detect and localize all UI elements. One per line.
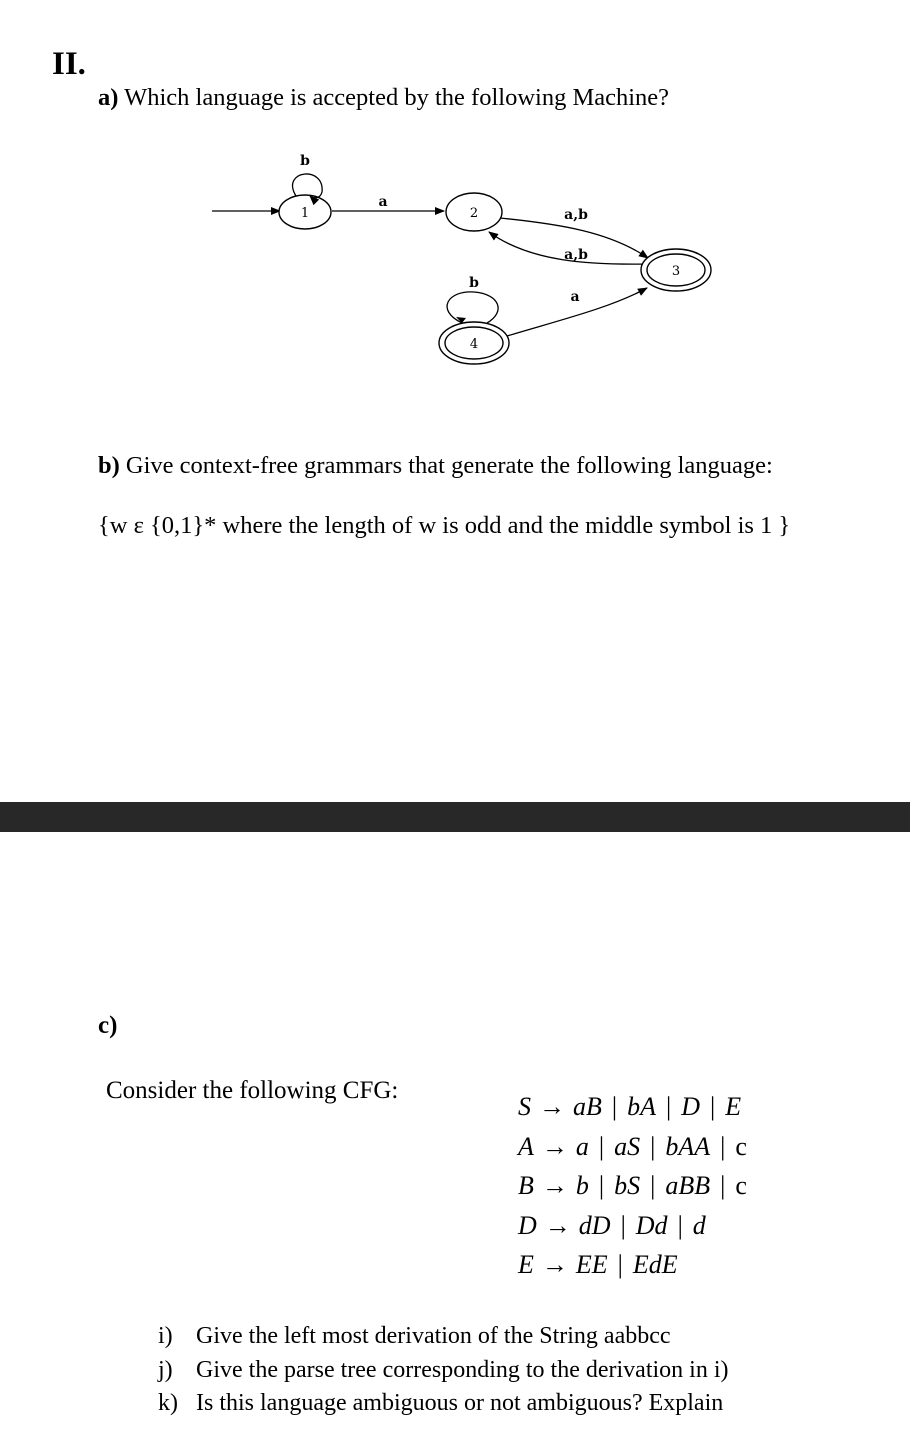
- rule-alt: aB: [573, 1092, 602, 1121]
- rule-separator: |: [617, 1250, 623, 1279]
- rule-alt: c: [735, 1171, 747, 1200]
- rule-separator: |: [650, 1131, 656, 1161]
- rule-arrow: →: [544, 1210, 571, 1240]
- question-b-label: b): [98, 452, 120, 479]
- rule-alt: bAA: [665, 1131, 711, 1161]
- rule-separator: |: [598, 1131, 605, 1161]
- rule-separator: |: [666, 1092, 672, 1121]
- subquestion-j: [158, 1354, 729, 1388]
- grammar-rule-b: [518, 1166, 747, 1206]
- rule-lhs: A: [518, 1131, 534, 1161]
- subquestion-i: [158, 1320, 729, 1354]
- loop-4: [447, 292, 498, 323]
- loop-1-label: b: [300, 153, 310, 169]
- state-1-label: 1: [300, 206, 310, 221]
- rule-arrow: →: [541, 1171, 568, 1200]
- rule-separator: |: [650, 1171, 656, 1200]
- rule-lhs: E: [518, 1250, 534, 1279]
- section-number: II.: [52, 46, 86, 82]
- subquestion-label: k): [158, 1390, 178, 1416]
- edge-4-3-label: a: [570, 289, 580, 305]
- subquestion-list: [158, 1320, 729, 1421]
- state-3-label: 3: [671, 264, 681, 279]
- rule-alt: c: [735, 1131, 747, 1161]
- edge-2-3-label: a,b: [564, 207, 588, 223]
- loop-4-label: b: [469, 275, 479, 291]
- rule-separator: |: [720, 1171, 726, 1200]
- subquestion-text: Give the left most derivation of the String aabbcc: [196, 1323, 671, 1349]
- question-a-label: a): [98, 84, 119, 111]
- grammar-rule-a: [518, 1127, 747, 1167]
- grammar-rule-d: [518, 1206, 747, 1246]
- rule-alt: dD: [578, 1210, 611, 1240]
- question-a: [98, 84, 669, 112]
- grammar-rule-s: [518, 1087, 747, 1127]
- subquestion-k: [158, 1387, 729, 1421]
- loop-1: [293, 174, 323, 198]
- state-2-label: 2: [469, 206, 479, 221]
- rule-arrow: →: [541, 1250, 568, 1279]
- rule-alt: aBB: [665, 1171, 711, 1200]
- rule-separator: |: [611, 1092, 618, 1121]
- state-4-label: 4: [469, 337, 479, 352]
- rule-separator: |: [710, 1092, 716, 1121]
- grammar-rule-e: [518, 1245, 747, 1285]
- rule-alt: a: [575, 1131, 589, 1161]
- rule-separator: |: [677, 1210, 683, 1240]
- question-b-text: Give context-free grammars that generate the following language:: [125, 452, 773, 479]
- question-c-label: c): [98, 1012, 118, 1039]
- rule-alt: bA: [627, 1092, 656, 1121]
- subquestion-label: i): [158, 1323, 173, 1349]
- rule-alt: d: [692, 1210, 706, 1240]
- rule-lhs: B: [518, 1171, 534, 1200]
- rule-alt: D: [681, 1092, 700, 1121]
- rule-arrow: →: [541, 1131, 568, 1161]
- question-a-text: Which language is accepted by the following Machine?: [124, 84, 670, 111]
- automaton-diagram: [200, 140, 740, 380]
- cfg-intro-text: Consider the following CFG:: [106, 1077, 399, 1104]
- rule-lhs: D: [518, 1210, 537, 1240]
- rule-alt: bS: [614, 1171, 641, 1200]
- rule-separator: |: [620, 1210, 626, 1240]
- edge-3-2-label: a,b: [564, 247, 588, 263]
- subquestion-text: Give the parse tree corresponding to the derivation in i): [196, 1356, 729, 1383]
- question-b: [98, 452, 773, 480]
- rule-arrow: →: [539, 1092, 565, 1121]
- rule-alt: EE: [575, 1250, 608, 1279]
- rule-lhs: S: [518, 1092, 531, 1121]
- rule-alt: EdE: [632, 1250, 678, 1279]
- grammar-rules: [518, 1087, 747, 1285]
- rule-alt: Dd: [635, 1210, 668, 1240]
- language-definition: {w ε {0,1}* where the length of w is odd and the middle symbol is 1 }: [98, 512, 791, 539]
- rule-alt: E: [725, 1092, 742, 1121]
- rule-separator: |: [598, 1171, 605, 1200]
- subquestion-label: j): [158, 1356, 173, 1383]
- rule-alt: b: [575, 1171, 589, 1200]
- rule-separator: |: [720, 1131, 726, 1161]
- subquestion-text: Is this language ambiguous or not ambiguous? Explain: [196, 1390, 724, 1416]
- rule-alt: aS: [614, 1131, 641, 1161]
- page-divider-bar: [0, 802, 910, 832]
- edge-1-2-label: a: [378, 194, 388, 210]
